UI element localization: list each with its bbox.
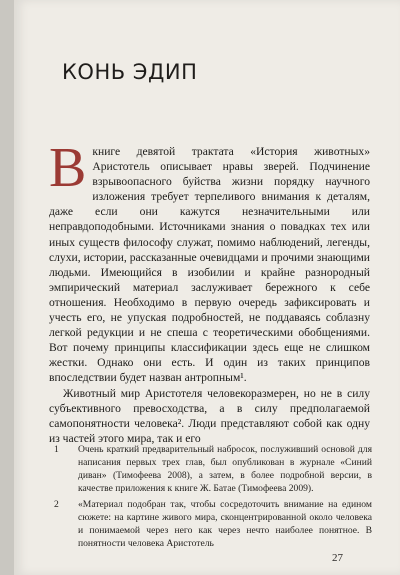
footnotes: [54, 443, 372, 553]
paragraph-2: Животный мир Аристотеля человекоразмерен, но не в силу субъективного превосходства, а в силу предполагаемой самопонятности человека². Люди представляют собой как одну из частей этого мира, так и его: [49, 386, 370, 445]
paragraph-1: [49, 137, 370, 386]
book-page: [14, 0, 400, 575]
footnote-text: Очень краткий предварительный набросок, послуживший основой для написания первых трех глав, был опубликован в журнале «Синий диван» (Тимофеева 2008), а затем, в более подробной версии, в качестве приложения к книге Ж. Батае (Тимофеева 2009).: [78, 444, 372, 494]
footnote-number: 1: [54, 444, 59, 455]
adjacent-page-edge: [0, 0, 14, 575]
chapter-title: КОНЬ ЭДИП: [62, 60, 198, 85]
page-number: 27: [332, 552, 343, 564]
footnote: [54, 443, 372, 495]
paragraph-1-text: книге девятой трактата «История животных» Аристотель описывает нравы зверей. Подчинение взрывоопасного буйства жизни порядку научного изложения требует терпеливого внимания к деталям, даже если они кажутся незначительными или неправдоподобными. Источниками знания о повадках тех или иных существ философу служат, помимо наблюдений, легенды, слухи, истории, рассказанные очевидцами и прочими знающими людьми. Имеющийся в изобилии и крайне разнородный эмпирический материал заслуживает бережного к себе отношения. Необходимо в первую очередь зафиксировать и учесть его, не упуская подробностей, не поддаваясь соблазну легкой редукции и не спеша с теоретическими обобщениями. Вот почему принципы классификации здесь еще не слишком жестки. Однако они есть. И один из таких принципов впоследствии будет назван антропным¹.: [49, 145, 370, 385]
main-text: [49, 137, 370, 446]
footnote-number: 2: [54, 499, 59, 510]
drop-cap: В: [49, 137, 87, 199]
footnote: [54, 498, 372, 550]
footnote-text: «Материал подобран так, чтобы сосредоточить внимание на едином сюжете: на картине живого мира, сконцентрированной около человека и понимаемой через него как через нечто наиболее понятное. В понятности человека Аристотель: [78, 499, 372, 549]
